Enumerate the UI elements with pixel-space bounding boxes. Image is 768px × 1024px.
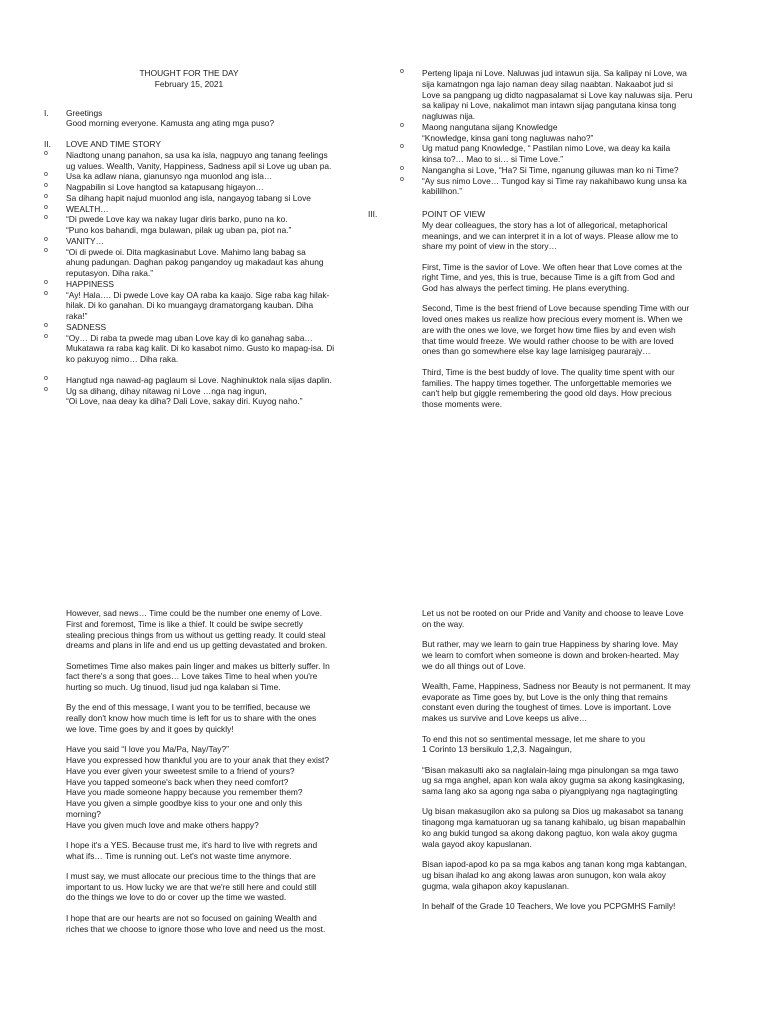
paragraph: However, sad news… Time could be the number one enemy of Love. First and foremost, Time is like a thief. It could be swipe secretly stealing precious things from us without us getting ready. It could steal dreams and plans in life and end us up getting devastated and broken. [66,608,328,651]
section-number: I. [44,107,49,118]
document-title: THOUGHT FOR THE DAY [139,68,239,78]
bullet-marker: o [44,203,48,211]
paragraph: My dear colleagues, the story has a lot of allegorical, metaphorical meanings, and we can interpret it in a lot of ways. Please allow me to share my point of view in the story… [422,219,679,252]
bullet-marker: o [44,192,48,200]
bullet-marker: o [400,68,404,75]
paragraph: I must say, we must allocate our precious time to the things that are important to us. How lucky we are that we're still here and could still do the things we love to do or cover up the time we wasted. [66,870,317,903]
bullet-marker: o [44,278,48,286]
paragraph: “Bisan makasulti ako sa naglalain-laing mga pinulongan sa mga tawo ug sa mga anghel, apan kon wala akoy gugma sa akong kasingkasing, sama lang ako sa agong nga saba o piyangpiyang nga nagtagingting [422,764,685,797]
section-heading: Greetings [66,107,103,118]
section-point-of-view [368,209,752,410]
paragraph: Ug bisan makasugilon ako sa pulong sa Dios ug makasabot sa tanang tinagong mga kamatuoran ug sa tanang kahibalo, ug bisan mapabalhin ko ang bukid tungod sa akong dakong pagtuo, kon wala akoy gugma wala gayod akoy kapuslanan. [422,806,686,849]
list-item: o “Oi di pwede oi. Dita magkasinabut Love. Mahimo lang babag sa ahung padungan. Daghan pakog pangandoy ug makadaut kas ahung reputasyon. Diha raka.” [44,246,324,278]
paragraph: To end this not so sentimental message, let me share to you 1 Corinto 13 bersikulo 1,2,3. Nagaingun, [422,733,645,755]
document-date: February 15, 2021 [154,78,224,89]
bullet-marker: o [400,175,404,183]
page1-left-column [44,68,374,407]
list-spacer [66,365,374,375]
list-item: o Hangtud nga nawad-ag paglaum si Love. Naghinuktok nala sijas daplin. [44,374,332,385]
story-continued-bullet-list [400,68,752,197]
paragraph: But rather, may we learn to gain true Happiness by sharing love. May we learn to comfort when someone is down and broken-hearted. May we do all things out of Love. [422,639,679,671]
bullet-marker: o [44,235,48,243]
paragraph: I hope that are our hearts are not so focused on gaining Wealth and riches that we choose to ignore those who love and need us the most. [66,912,326,934]
paragraph: Wealth, Fame, Happiness, Sadness nor Beauty is not permanent. It may evaporate as Time goes by, but Love is the only thing that remains constant even during the toughest of times. Love is important. Love makes us survive and Love keeps us alive… [422,680,691,724]
greeting-text: Good morning everyone. Kamusta ang ating mga puso? [66,118,275,129]
list-item: o Niadtong unang panahon, sa usa ka isla, nagpuyo ang tanang feelings ug values. Wealth, Vanity, Happiness, Sadness apil si Love ug uban pa. [44,149,332,171]
paragraph: Have you said “I love you Ma/Pa, Nay/Tay?” Have you expressed how thankful you are to your anak that they exist? Have you ever given your sweetest smile to a friend of yours? Have you tapped someone's back when they need comfort? Have you made someone happy because you remember them? Have you given a simple goodbye kiss to your one and only this morning? Have you given much love and make others happy? [66,744,330,830]
list-item: o Maong nangutana sijang Knowledge “Knowledge, kinsa gani tong nagluwas naho?” [400,121,594,143]
bullet-marker: o [44,149,48,157]
list-item: o Nagpabilin si Love hangtod sa katapusang higayon… [44,182,264,192]
section-heading: POINT OF VIEW [422,209,486,219]
bullet-marker: o [44,246,48,254]
page2-left-column [66,608,376,934]
section-heading: LOVE AND TIME STORY [66,139,161,149]
bullet-marker: o [400,164,404,172]
list-item: o “Di pwede Love kay wa nakay lugar diris barko, puno na ko. “Puno kos bahandi, mga bulawan, pilak ug uban pa, piot na.” [44,214,292,235]
section-number: III. [368,209,378,219]
paragraph: Sometimes Time also makes pain linger and makes us bitterly suffer. In fact there's a song that goes… Love takes Time to heal when you're hurting so much. Ug tinuod, lisud jud nga kalaban si Time. [66,660,330,693]
list-item: o SADNESS [44,321,107,332]
list-item: o Perteng lipaja ni Love. Naluwas jud intawun sija. Sa kalipay ni Love, wa sija kamatngon nga lajo naman deay silag naabtan. Nakaabot jud si Love sa pangpang ug didto nagpasalamat si Love kay naluwas sija. Peru sa kalipay ni Love, nakalimot man intawn sijag pangutana kinsa tong nagluwas nija. [400,68,693,121]
section-story [44,139,374,407]
bullet-marker: o [44,374,48,382]
paragraph: Bisan iapod-apod ko pa sa mga kabos ang tanan kong mga kabtangan, ug bisan ihalad ko ang akong lawas aron sunugon, kon wala akoy gugma, wala gihapon akoy kapuslanan. [422,859,687,891]
paragraph: By the end of this message, I want you to be terrified, because we really don't know how much time is left for us to share with the ones we love. Time goes by and it goes by quickly! [66,702,317,734]
bullet-marker: o [44,332,48,340]
list-item: o Ug matud pang Knowledge, “ Pastilan nimo Love, wa deay ka kaila kinsa to?… Mao to si… si Time Love.” [400,143,671,164]
story-bullet-list [44,149,374,407]
paragraph: Third, Time is the best buddy of love. The quality time spent with our families. The happy times together. The unforgettable memories we can't help but giggle remembering the good old days. How precious those moments were. [422,366,675,410]
list-item: o WEALTH… [44,203,109,214]
page1-right-column [368,68,752,410]
bullet-marker: o [44,385,48,393]
list-item: o HAPPINESS [44,278,114,289]
list-item: o Nangangha si Love, “Ha? Si Time, nganung giluwas man ko ni Time? [400,164,679,175]
paragraph: Let us not be rooted on our Pride and Vanity and choose to leave Love on the way. [422,608,684,629]
list-item: o VANITY… [44,235,105,246]
section-greetings [44,108,374,130]
paragraph: I hope it's a YES. Because trust me, it's hard to live with regrets and what ifs… Time is running out. Let's not waste time anymore. [66,839,318,861]
page2-right-column [422,608,752,912]
closing-line: In behalf of the Grade 10 Teachers, We love you PCPGMHS Family! [422,900,676,911]
bullet-marker: o [44,289,48,297]
list-item: o Usa ka adlaw niana, gianunsyo nga muonlod ang isla… [44,171,273,182]
paragraph: Second, Time is the best friend of Love because spending Time with our loved ones makes us realize how precious every moment is. When we are with the ones we love, we forget how time flies by and even wish that time would freeze. We would rather choose to be with are loved ones than go somewhere else kay lage lamisigeg paurarajy… [422,303,690,357]
list-item: o Ug sa dihang, dihay nitawag ni Love …nga nag ingun, “Oi Love, naa deay ka diha? Dali Love, sakay diri. Kuyog naho.” [44,385,303,407]
list-item: o Sa dihang hapit najud muonlod ang isla, nangayog tabang si Love [44,192,311,203]
bullet-marker: o [400,143,404,151]
bullet-marker: o [44,182,48,189]
list-item: o “Oy… Di raba ta pwede mag uban Love kay di ko ganahag saba… Mukatawa ra raba kag kalit. Di ko kasabot nimo. Gusto ko mapag-isa. Di ko pakuyog nimo… Diha raka. [44,332,335,364]
bullet-marker: o [44,214,48,222]
list-item: o “Ay sus nimo Love… Tungod kay si Time ray nakahibawo kung unsa ka kabililhon.” [400,175,687,197]
bullet-marker: o [44,321,48,329]
list-item: o “Ay! Hala…. Di pwede Love kay OA raba ka kaajo. Sige raba kag hilak- hilak. Di ko ganahan. Di ko muangayg dramatorgang kauban. Diha raka!” [44,289,330,321]
bullet-marker: o [44,171,48,179]
section-number: II. [44,139,51,149]
bullet-marker: o [400,121,404,129]
paragraph: First, Time is the savior of Love. We often hear that Love comes at the right Time, and yes, this is true, because Time is a gift from God and God has always the perfect timing. He plans everything. [422,261,683,294]
